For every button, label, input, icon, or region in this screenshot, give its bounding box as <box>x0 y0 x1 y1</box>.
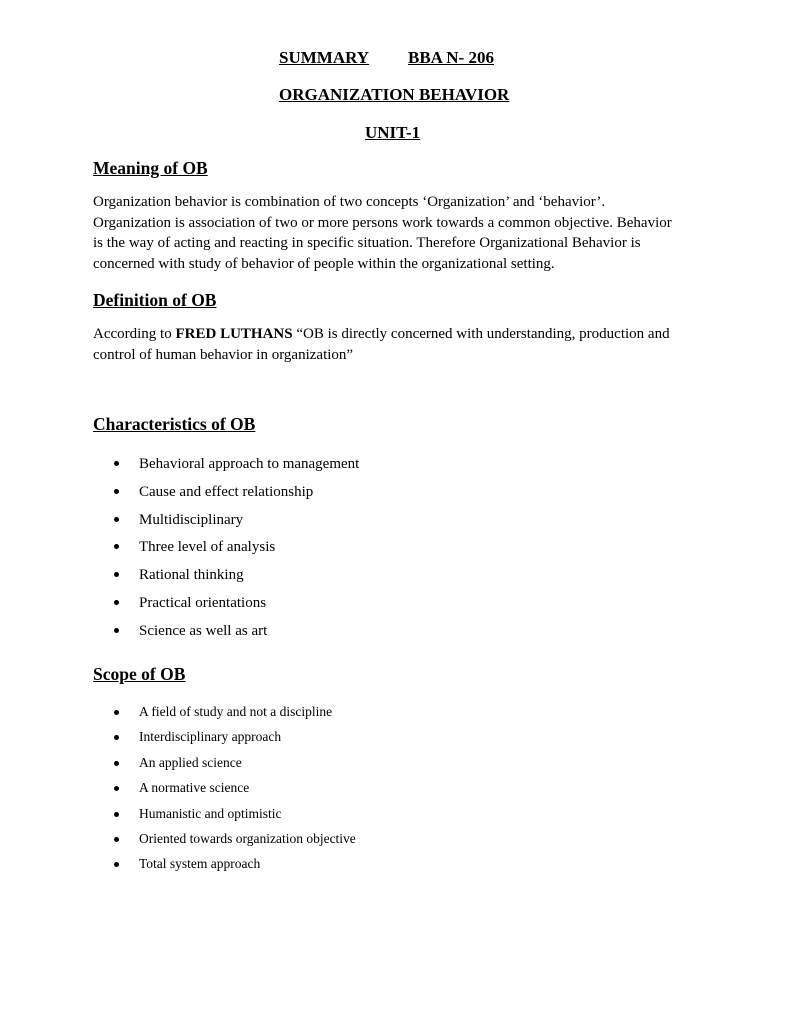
list-item <box>113 566 359 594</box>
list-item-text: Science as well as art <box>139 622 268 639</box>
bullet-icon <box>114 812 119 817</box>
unit-title: UNIT-1 <box>365 123 421 142</box>
bullet-icon <box>114 786 119 791</box>
meaning-heading: Meaning of OB <box>93 158 208 178</box>
meaning-paragraph <box>93 192 703 274</box>
bullet-icon <box>114 862 119 867</box>
subject-title: ORGANIZATION BEHAVIOR <box>279 85 510 104</box>
definition-prefix: According to <box>93 326 176 342</box>
bullet-icon <box>114 461 119 466</box>
list-item-text: Multidisciplinary <box>139 511 244 528</box>
list-item <box>113 780 356 805</box>
meaning-line: Organization behavior is combination of two concepts ‘Organization’ and ‘behavior’. <box>93 194 606 210</box>
bullet-icon <box>114 544 119 549</box>
bullet-icon <box>114 837 119 842</box>
list-item-text: Total system approach <box>139 856 261 872</box>
characteristics-list <box>113 455 359 650</box>
list-item-text: Oriented towards organization objective <box>139 830 356 846</box>
bullet-icon <box>114 517 119 522</box>
list-item <box>113 755 356 780</box>
list-item <box>113 511 359 539</box>
list-item <box>113 483 359 511</box>
list-item-text: Three level of analysis <box>139 539 276 556</box>
list-item-text: Cause and effect relationship <box>139 483 314 500</box>
list-item-text: Behavioral approach to management <box>139 456 360 472</box>
summary-title: SUMMARY <box>279 48 370 67</box>
definition-quote-start: “OB is directly concerned with understanding, production and <box>292 326 670 342</box>
bullet-icon <box>114 600 119 605</box>
list-item <box>113 729 356 754</box>
definition-line-1 <box>93 324 703 345</box>
bullet-icon <box>114 628 119 633</box>
definition-paragraph <box>93 324 703 365</box>
scope-heading: Scope of OB <box>93 664 186 684</box>
bullet-icon <box>114 735 119 740</box>
bullet-icon <box>114 572 119 577</box>
definition-heading: Definition of OB <box>93 290 217 310</box>
definition-line-2: control of human behavior in organization” <box>93 346 354 363</box>
list-item <box>113 831 356 856</box>
definition-author: FRED LUTHANS <box>175 326 293 342</box>
course-code: BBA N- 206 <box>408 48 494 67</box>
list-item <box>113 704 356 729</box>
list-item-text: Practical orientations <box>139 594 267 611</box>
meaning-line: Organization is association of two or more persons work towards a common objective. Behavior <box>93 214 672 231</box>
list-item <box>113 455 359 483</box>
bullet-icon <box>114 710 119 715</box>
bullet-icon <box>114 489 119 494</box>
list-item <box>113 622 359 650</box>
list-item <box>113 538 359 566</box>
characteristics-heading: Characteristics of OB <box>93 414 256 434</box>
list-item-text: A normative science <box>139 780 250 796</box>
list-item <box>113 856 356 881</box>
meaning-line: is the way of acting and reacting in specific situation. Therefore Organizational Behavior is <box>93 235 641 251</box>
list-item <box>113 594 359 622</box>
list-item-text: An applied science <box>139 754 242 770</box>
scope-list <box>113 704 356 882</box>
list-item-text: Humanistic and optimistic <box>139 805 282 821</box>
list-item-text: A field of study and not a discipline <box>139 704 333 719</box>
meaning-line: concerned with study of behavior of people within the organizational setting. <box>93 255 555 272</box>
list-item-text: Interdisciplinary approach <box>139 729 282 745</box>
list-item <box>113 806 356 831</box>
bullet-icon <box>114 761 119 766</box>
list-item-text: Rational thinking <box>139 567 244 584</box>
